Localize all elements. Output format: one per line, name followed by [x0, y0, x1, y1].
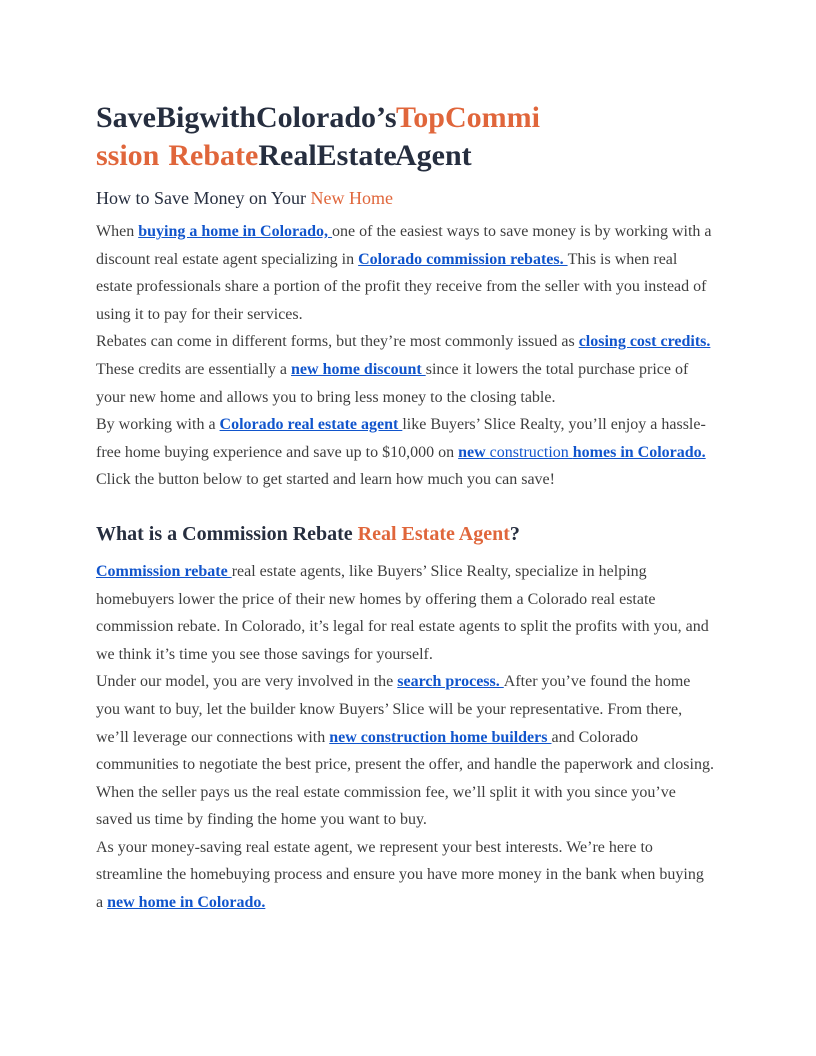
text-segment: Click the button below to get started and learn how much you can save! — [96, 471, 555, 489]
text-segment: As your money-saving real estate agent, we represent your best interests. We’re here to streamline the homebuying process and ensure you have more money in the bank when buying a — [96, 838, 704, 912]
inline-link[interactable]: new home discount — [291, 360, 426, 378]
article-title — [96, 99, 714, 175]
text-segment: and Colorado communities to negotiate the best price, present the offer, and handle the paperwork and closing. When the seller pays us the real estate commission fee, we’ll split it with you since you’ve saved us time by finding the home you want to buy. — [96, 728, 714, 829]
text-segment: This is when real estate professionals share a portion of the profit they receive from the seller with you instead of using it to pay for their services. — [96, 250, 707, 323]
article-title-line-2 — [96, 137, 714, 175]
inline-link[interactable]: new — [458, 443, 490, 461]
text-segment: Rebate — [168, 139, 259, 172]
text-segment: one of the easiest ways to save money is by working with a discount real estate agent specializing in — [96, 223, 712, 268]
text-segment: By working with a — [96, 416, 220, 434]
text-segment: New Home — [310, 188, 393, 208]
inline-link[interactable]: Colorado commission rebates. — [358, 250, 568, 268]
text-segment: Rebates can come in different forms, but they’re most commonly issued as — [96, 333, 579, 351]
text-segment: These credits are essentially a — [96, 360, 292, 378]
inline-link[interactable]: new construction home builders — [329, 728, 552, 746]
text-segment: Real Estate Agent — [357, 522, 510, 545]
article-title-line-1 — [96, 99, 714, 137]
text-segment: Real Estate Agent — [258, 139, 472, 172]
inline-link[interactable]: homes in Colorado. — [572, 443, 706, 461]
text-segment: What is a Commission Rebate — [96, 522, 358, 545]
text-segment: After you’ve found the home you want to buy, let the builder know Buyers’ Slice will be your representative. From there, we’ll leverage our connections with — [96, 673, 691, 746]
inline-link[interactable]: search process. — [397, 673, 504, 691]
text-segment: ? — [509, 522, 520, 545]
article-subtitle — [96, 185, 714, 211]
inline-link[interactable]: closing cost credits. — [578, 333, 711, 351]
section-heading-commission-rebate — [96, 520, 714, 548]
inline-link[interactable]: new home in Colorado. — [107, 894, 266, 912]
text-segment: How to Save Money on Your — [96, 188, 311, 208]
text-segment: Under our model, you are very involved in the — [96, 673, 398, 691]
inline-link[interactable]: construction — [489, 443, 573, 461]
intro-paragraph-2 — [96, 328, 714, 411]
text-segment: since it lowers the total purchase price of your new home and allows you to bring less money to the closing table. — [96, 360, 689, 406]
inline-link[interactable]: Commission rebate — [96, 562, 232, 580]
intro-paragraph-3 — [96, 411, 714, 494]
text-segment: ssion — [96, 139, 160, 172]
inline-link[interactable]: buying a home in Colorado, — [138, 223, 333, 240]
text-segment: When — [96, 223, 139, 240]
text-segment: like Buyers’ Slice Realty, you’ll enjoy a hassle-free home buying experience and save up to $10,000 on — [96, 416, 706, 461]
intro-paragraph-1 — [96, 218, 714, 328]
section-paragraph-2 — [96, 668, 714, 834]
text-segment: Top Commi — [396, 101, 540, 134]
text-segment: real estate agents, like Buyers’ Slice Realty, specialize in helping homebuyers lower the price of their new homes by offering them a Colorado real estate commission rebate. In Colorado, it’s legal for real estate agents to split the profits with you, and we think it’s time you see those savings for yourself. — [96, 562, 709, 663]
section-paragraph-3 — [96, 834, 714, 917]
section-paragraph-1 — [96, 558, 714, 668]
text-segment: Save Big with Colorado’s — [96, 101, 397, 134]
inline-link[interactable]: Colorado real estate agent — [219, 416, 403, 434]
